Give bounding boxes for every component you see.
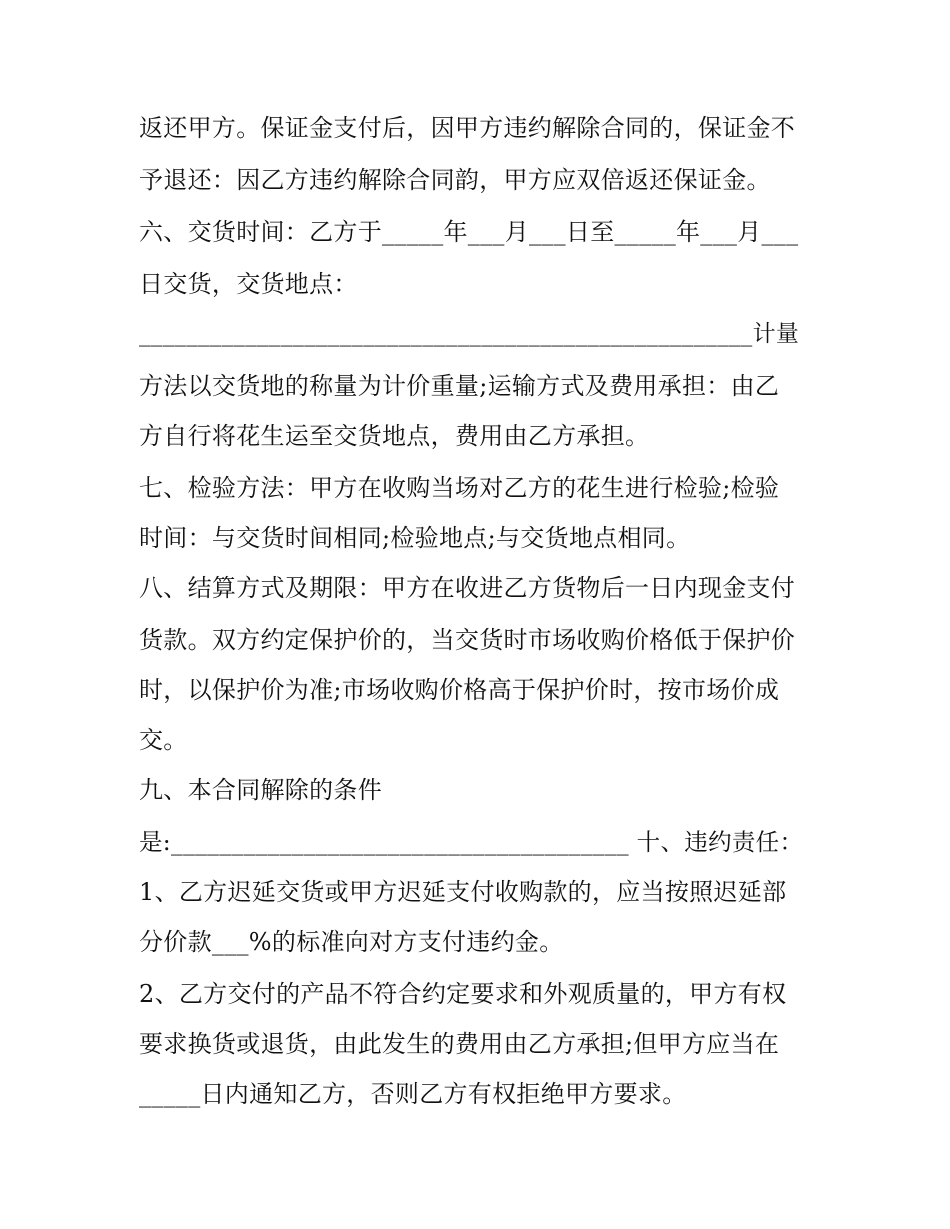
text-line: 时，以保护价为准;市场收购价格高于保护价时，按市场价成 xyxy=(139,676,780,704)
text-line: 日交货，交货地点： xyxy=(139,270,358,298)
text-line: 时间：与交货时间相同;检验地点;与交货地点相同。 xyxy=(139,524,691,552)
text-line: 要求换货或退货，由此发生的费用由乙方承担;但甲方应当在 xyxy=(139,1030,780,1058)
text-line: 分价款___%的标准向对方支付违约金。 xyxy=(139,928,564,956)
text-line: 货款。双方约定保护价的，当交货时市场收购价格低于保护价 xyxy=(139,626,796,654)
text-line: 是:______________________________________ 十、违约责任： xyxy=(139,828,804,856)
text-line: 返还甲方。保证金支付后，因甲方违约解除合同的，保证金不 xyxy=(139,114,796,142)
text-line: 予退还：因乙方违约解除合同韵，甲方应双倍返还保证金。 xyxy=(139,166,771,194)
text-line: 八、结算方式及期限：甲方在收进乙方货物后一日内现金支付 xyxy=(139,574,796,602)
text-line: 2、乙方交付的产品不符合约定要求和外观质量的，甲方有权 xyxy=(139,980,787,1008)
text-line: ____________________________________________________计量 xyxy=(139,321,800,347)
text-line: 方法以交货地的称量为计价重量;运输方式及费用承担：由乙 xyxy=(139,372,780,400)
text-line: 六、交货时间：乙方于_____年___月___日至_____年___月___ xyxy=(139,218,799,246)
text-line: 1、乙方迟延交货或甲方迟延支付收购款的，应当按照迟延部 xyxy=(139,878,787,906)
text-line: 方自行将花生运至交货地点，费用由乙方承担。 xyxy=(139,422,650,450)
text-line: 七、检验方法：甲方在收购当场对乙方的花生进行检验;检验 xyxy=(139,474,780,502)
text-line: 交。 xyxy=(139,726,188,754)
text-line: 九、本合同解除的条件 xyxy=(139,776,382,804)
text-line: _____日内通知乙方，否则乙方有权拒绝甲方要求。 xyxy=(139,1080,687,1108)
